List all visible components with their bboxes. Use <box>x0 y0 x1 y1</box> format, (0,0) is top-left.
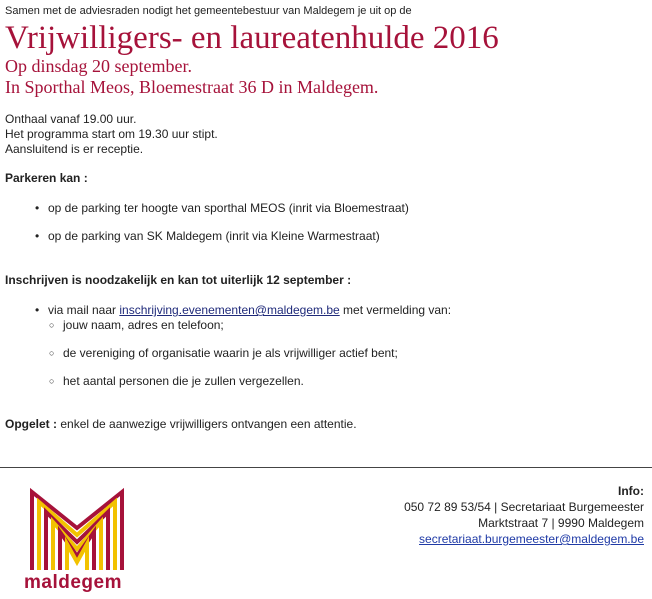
schedule-line: Aansluitend is er receptie. <box>5 142 144 156</box>
note <box>5 417 645 432</box>
logo-wordmark: maldegem <box>24 572 122 593</box>
event-location: In Sporthal Meos, Bloemestraat 36 D in Maldegem. <box>5 77 379 97</box>
list-item: • op de parking van SK Maldegem (inrit via Kleine Warmestraat) <box>48 229 645 244</box>
event-title: Vrijwilligers- en laureatenhulde 2016 <box>5 20 499 56</box>
schedule <box>5 112 645 157</box>
info-email-link[interactable]: secretariaat.burgemeester@maldegem.be <box>419 532 644 546</box>
list-item <box>48 303 645 318</box>
parking-list <box>5 201 645 244</box>
schedule-line: Het programma start om 19.30 uur stipt. <box>5 127 218 141</box>
invitation-body <box>5 0 645 432</box>
note-text: enkel de aanwezige vrijwilligers ontvangen een attentie. <box>57 417 357 431</box>
schedule-line: Onthaal vanaf 19.00 uur. <box>5 112 137 126</box>
info-phone: 050 72 89 53/54 | Secretariaat Burgemeester <box>404 500 644 514</box>
intro-text: Samen met de adviesraden nodigt het gemeentebestuur van Maldegem je uit op de <box>5 5 412 17</box>
parking-heading: Parkeren kan : <box>5 171 88 185</box>
note-label: Opgelet : <box>5 417 58 431</box>
mail-prefix: via mail naar <box>48 303 120 317</box>
registration-heading: Inschrijven is noodzakelijk en kan tot uiterlijk 12 september : <box>5 273 352 287</box>
mail-suffix: met vermelding van: <box>339 303 452 317</box>
list-item: ○ jouw naam, adres en telefoon; <box>63 318 645 333</box>
info-address: Marktstraat 7 | 9990 Maldegem <box>478 516 644 530</box>
registration-email-link[interactable]: inschrijving.evenementen@maldegem.be <box>119 303 340 317</box>
divider <box>0 467 652 468</box>
list-item: ○ het aantal personen die je zullen vergezellen. <box>63 374 645 389</box>
list-item: • op de parking ter hoogte van sporthal MEOS (inrit via Bloemestraat) <box>48 201 645 216</box>
registration-list <box>5 303 645 318</box>
list-item: ○ de vereniging of organisatie waarin je als vrijwilliger actief bent; <box>63 346 645 361</box>
registration-sublist <box>5 318 645 389</box>
info-heading: Info: <box>618 484 644 498</box>
event-date: Op dinsdag 20 september. <box>5 56 192 76</box>
logo-m-shape <box>32 492 122 570</box>
info-block <box>404 483 644 547</box>
